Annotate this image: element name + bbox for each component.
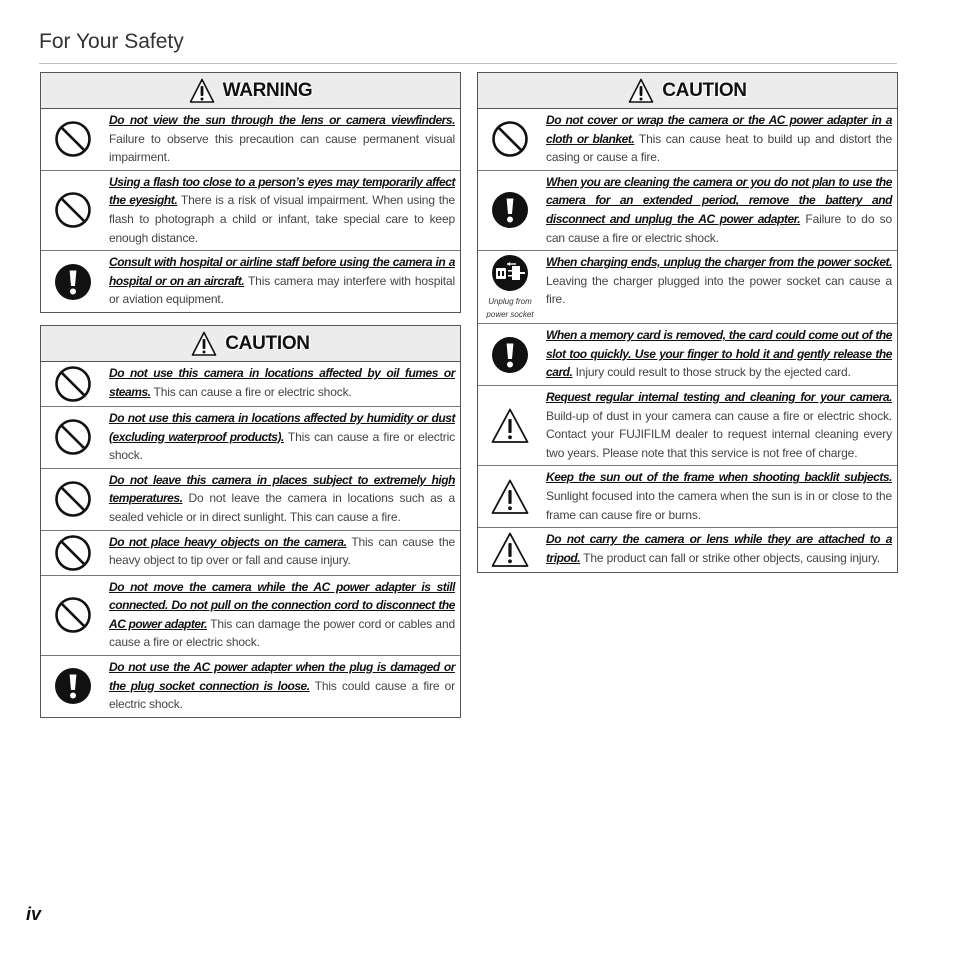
row-emphasis-text: Do not use the AC power adapter when the plug is damaged or the plug socket connection is loose. <box>109 659 455 693</box>
prohibited-circle-icon <box>53 533 93 573</box>
row-emphasis-text: Do not leave this camera in places subject to extremely high temperatures. <box>109 472 455 506</box>
row-body-text: Failure to observe this precaution can cause permanent visual impairment. <box>109 131 455 165</box>
prohibited-circle-icon <box>490 119 530 159</box>
row-text <box>542 109 897 170</box>
row-body-text: Sunlight focused into the camera when the sun is in or close to the frame can cause fire or burns. <box>546 488 892 522</box>
prohibited-circle-icon <box>53 417 93 457</box>
row-body-text: There is a risk of visual impairment. When using the flash to photograph a child or infant, take special care to keep enough distance. <box>109 193 455 245</box>
page-number: iv <box>26 904 42 924</box>
row-body-text: This can cause a fire or electric shock. <box>153 384 352 399</box>
row-icon-cell <box>478 109 542 170</box>
mandatory-exclamation-icon <box>53 262 93 302</box>
row-text <box>105 109 460 170</box>
row-icon-cell <box>41 656 105 717</box>
safety-row <box>41 575 460 655</box>
row-emphasis-text: When charging ends, unplug the charger from the power socket. <box>546 255 892 270</box>
caution-box-right <box>477 72 898 573</box>
row-text <box>542 466 897 527</box>
row-icon-cell <box>41 362 105 406</box>
caution-label-left: CAUTION <box>225 332 310 354</box>
row-body-text: This can damage the power cord or cables and cause a fire or electric shock. <box>109 616 455 650</box>
row-emphasis-text: Consult with hospital or airline staff before using the camera in a hospital or on an aircraft. <box>109 255 455 288</box>
row-icon-cell <box>478 171 542 250</box>
caution-header-left <box>41 326 460 362</box>
safety-row <box>41 109 460 170</box>
mandatory-exclamation-icon <box>490 335 530 375</box>
row-body-text: Leaving the charger plugged into the power socket can cause a fire. <box>546 273 892 307</box>
page-title: For Your Safety <box>39 30 184 53</box>
row-body-text: This could cause a fire or electric shock. <box>109 678 455 712</box>
row-icon-cell <box>41 469 105 530</box>
warning-rows <box>41 109 460 312</box>
row-emphasis-text: Do not use this camera in locations affected by humidity or dust (excluding waterproof products). <box>109 411 455 444</box>
safety-row <box>478 465 897 527</box>
caution-triangle-icon <box>191 331 217 357</box>
row-text <box>105 171 460 250</box>
row-emphasis-text: Request regular internal testing and cleaning for your camera. <box>546 389 892 404</box>
row-text <box>105 576 460 655</box>
caution-box-left <box>40 325 461 718</box>
warning-header <box>41 73 460 109</box>
row-text <box>105 469 460 530</box>
row-text <box>542 251 897 323</box>
prohibited-circle-icon <box>53 479 93 519</box>
row-icon-cell <box>41 251 105 312</box>
safety-row <box>41 170 460 250</box>
row-body-text: This can cause the heavy object to tip over or fall and cause injury. <box>109 534 455 568</box>
row-icon-cell <box>478 251 542 323</box>
caution-triangle-icon <box>490 477 530 517</box>
row-emphasis-text: Using a flash too close to a person’s eyes may temporarily affect the eyesight. <box>109 174 455 208</box>
row-body-text: Do not leave the camera in locations such as a sealed vehicle or in direct sunlight. This can cause a fire. <box>109 491 455 524</box>
warning-box <box>40 72 461 313</box>
row-text <box>105 251 460 312</box>
prohibited-circle-icon <box>53 364 93 404</box>
prohibited-circle-icon <box>53 595 93 635</box>
safety-row <box>478 170 897 250</box>
row-text <box>105 656 460 717</box>
row-body-text: Build-up of dust in your camera can cause a fire or electric shock. Contact your FUJIFILM dealer to request internal cleaning every two years. Please note that this service is not free of charge. <box>546 408 892 460</box>
row-icon-cell <box>41 109 105 170</box>
row-emphasis-text: When a memory card is removed, the card could come out of the slot too quickly. Use your finger to hold it and gently release the card. <box>546 328 892 380</box>
row-icon-cell <box>41 576 105 655</box>
row-body-text: Injury could result to those struck by the ejected card. <box>575 365 851 380</box>
row-emphasis-text: Do not cover or wrap the camera or the AC power adapter in a cloth or blanket. <box>546 113 892 146</box>
row-emphasis-text: Do not carry the camera or lens while they are attached to a tripod. <box>546 532 892 565</box>
row-body-text: This camera may interfere with hospital or aviation equipment. <box>109 273 456 307</box>
safety-row <box>41 362 460 406</box>
row-icon-cell <box>478 386 542 465</box>
row-icon-cell <box>478 466 542 527</box>
safety-row <box>478 109 897 170</box>
row-body-text: This can cause a fire or electric shock. <box>109 429 455 463</box>
caution-triangle-icon <box>628 78 654 104</box>
row-text <box>105 531 460 575</box>
row-emphasis-text: Do not use this camera in locations affected by oil fumes or steams. <box>109 366 455 399</box>
icon-caption: Unplug from power socket <box>486 297 534 320</box>
caution-left-rows <box>41 362 460 717</box>
unplug-from-power-socket-icon <box>490 253 530 293</box>
row-icon-cell <box>478 324 542 385</box>
safety-row <box>478 323 897 385</box>
caution-label-right: CAUTION <box>662 79 747 101</box>
row-body-text: This can cause heat to build up and distort the casing or cause a fire. <box>546 131 893 165</box>
safety-row <box>41 468 460 530</box>
row-emphasis-text: When you are cleaning the camera or you do not plan to use the camera for an extended period, remove the battery and disconnect and unplug the AC power adapter. <box>546 174 892 226</box>
row-emphasis-text: Do not move the camera while the AC power adapter is still connected. Do not pull on the connection cord to disconnect the AC power adapter. <box>109 579 455 631</box>
row-text <box>105 362 460 406</box>
safety-row <box>41 530 460 575</box>
row-emphasis-text: Keep the sun out of the frame when shooting backlit subjects. <box>546 470 892 485</box>
row-body-text: Failure to do so can cause a fire or electric shock. <box>546 211 892 245</box>
row-text <box>542 171 897 250</box>
caution-triangle-icon <box>490 530 530 570</box>
row-text <box>105 407 460 468</box>
row-text <box>542 386 897 465</box>
row-emphasis-text: Do not view the sun through the lens or camera viewfinders. <box>109 113 455 127</box>
prohibited-circle-icon <box>53 119 93 159</box>
title-divider <box>39 63 897 64</box>
row-icon-cell <box>41 407 105 468</box>
caution-triangle-icon <box>490 406 530 446</box>
warning-label: WARNING <box>222 79 313 101</box>
mandatory-exclamation-icon <box>53 666 93 706</box>
mandatory-exclamation-icon <box>490 190 530 230</box>
safety-row <box>478 250 897 323</box>
caution-right-rows <box>478 109 897 572</box>
caution-header-right <box>478 73 897 109</box>
row-text <box>542 324 897 385</box>
safety-row <box>41 655 460 717</box>
row-text <box>542 528 897 572</box>
safety-row <box>41 406 460 468</box>
row-icon-cell <box>41 531 105 575</box>
safety-row <box>478 385 897 465</box>
safety-row <box>478 527 897 572</box>
prohibited-circle-icon <box>53 190 93 230</box>
warning-triangle-icon <box>189 78 215 104</box>
row-emphasis-text: Do not place heavy objects on the camera. <box>109 534 347 549</box>
row-icon-cell <box>41 171 105 250</box>
row-icon-cell <box>478 528 542 572</box>
row-body-text: The product can fall or strike other objects, causing injury. <box>583 550 880 565</box>
safety-row <box>41 250 460 312</box>
